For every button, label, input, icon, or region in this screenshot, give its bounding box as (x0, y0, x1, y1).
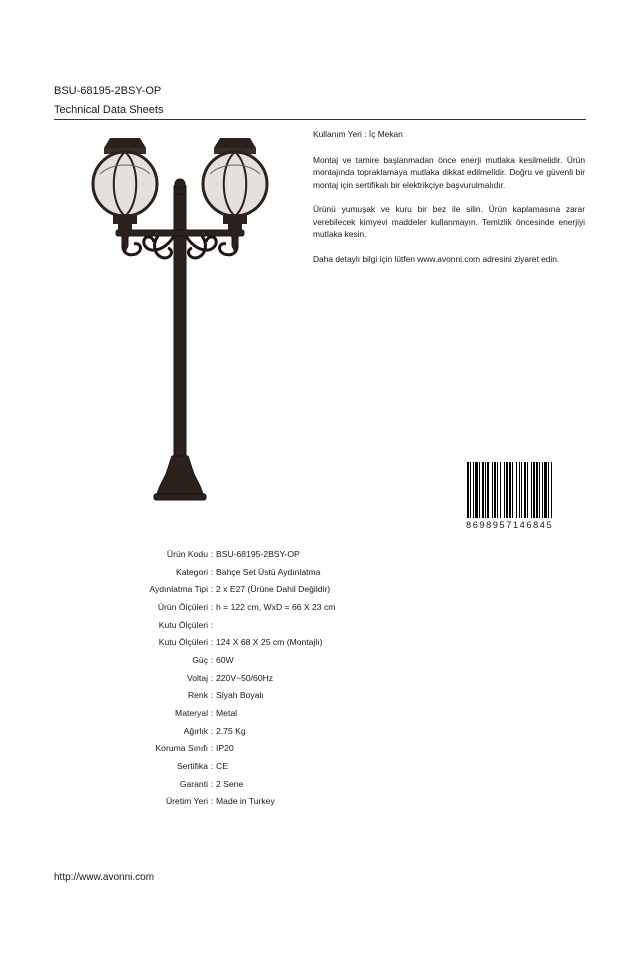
barcode-bars (466, 462, 584, 520)
spec-value: 220V~50/60Hz (216, 672, 274, 683)
spec-label: Kutu Ölçüleri (158, 619, 208, 630)
barcode-bar (524, 462, 526, 518)
spec-value: 2.75 Kg (216, 725, 246, 736)
spec-separator: : (210, 548, 214, 559)
spec-value: 124 X 68 X 25 cm (Montajlı) (216, 637, 323, 648)
barcode-bar (531, 462, 532, 518)
spec-value: Metal (216, 708, 238, 719)
barcode-bar (467, 462, 469, 518)
barcode-bar (548, 462, 549, 518)
barcode-bar (485, 462, 486, 518)
more-info-paragraph: Daha detaylı bilgi için lütfen www.avonni.com adresini ziyaret edin. (313, 253, 560, 264)
barcode-bar (482, 462, 484, 518)
spec-row (60, 563, 460, 581)
spec-row (60, 545, 460, 563)
barcode-bar (516, 462, 517, 518)
barcode-bar (539, 462, 540, 518)
spec-label: Aydınlatma Tipi (149, 584, 208, 595)
spec-value: 60W (216, 654, 234, 665)
spec-label: Sertifika (176, 761, 208, 772)
spec-value: IP20 (216, 743, 234, 754)
barcode-number: 8698957146845 (466, 520, 554, 530)
spec-value: Made in Turkey (216, 796, 275, 807)
barcode-bar (536, 462, 538, 518)
product-image-garden-lamp (88, 134, 274, 506)
spec-label: Güç (192, 654, 208, 665)
spec-label: Renk (187, 690, 208, 701)
spec-separator: : (210, 725, 214, 736)
spec-value: 2 x E27 (Ürüne Dahil Değildir) (216, 584, 331, 595)
spec-row (60, 704, 460, 722)
spec-row (60, 616, 460, 634)
barcode-bar (494, 462, 496, 518)
barcode-bar (542, 462, 543, 518)
spec-row (60, 687, 460, 705)
spec-label: Materyal (175, 708, 208, 719)
document-header (54, 84, 586, 117)
barcode-bar (470, 462, 471, 518)
spec-value: BSU-68195-2BSY-OP (216, 548, 300, 559)
spec-separator: : (210, 708, 214, 719)
spec-label: Kategori (175, 566, 208, 577)
barcode-bar (504, 462, 505, 518)
spec-separator: : (210, 584, 214, 595)
footer-url: http://www.avonni.com (54, 872, 155, 883)
barcode-bar (509, 462, 511, 518)
spec-row (60, 651, 460, 669)
spec-label: Ürün Ölçüleri (157, 601, 208, 612)
barcode (466, 462, 584, 532)
header-divider (54, 119, 586, 120)
barcode-bar (521, 462, 522, 518)
spec-separator: : (210, 796, 214, 807)
spec-separator: : (210, 690, 214, 701)
barcode-bar (512, 462, 513, 518)
barcode-bar (527, 462, 528, 518)
cleaning-paragraph: Ürünü yumuşak ve kuru bir bez ile silin. Ürün kaplamasına zarar verebilecek kimyevi maddeler kullanmayın. Temizlik öncesinde enerjiyi mutlaka kesin. (313, 204, 585, 239)
spec-label: Voltaj (186, 672, 208, 683)
safety-paragraph: Montaj ve tamire başlanmadan önce enerji mutlaka kesilmelidir. Ürün montajında topraklamaya mutlaka dikkat edilmelidir. Doğru ve güvenli bir montaj için sertifikalı bir elektrikçiye başvurulmalıdır. (313, 154, 585, 190)
spec-label: Koruma Sınıfı (155, 743, 208, 754)
spec-separator: : (210, 654, 214, 665)
barcode-bar (544, 462, 547, 518)
barcode-bar (473, 462, 474, 518)
barcode-bar (497, 462, 498, 518)
document-subtitle: Technical Data Sheets (54, 104, 164, 116)
spec-value: CE (216, 761, 228, 772)
barcode-bar (500, 462, 501, 518)
barcode-bar (519, 462, 520, 518)
product-code-title: BSU-68195-2BSY-OP (54, 85, 162, 97)
barcode-bar (487, 462, 489, 518)
spec-row (60, 598, 460, 616)
spec-value: Siyah Boyalı (216, 690, 264, 701)
spec-separator: : (210, 761, 214, 772)
spec-row (60, 775, 460, 793)
spec-separator: : (210, 672, 214, 683)
spec-row (60, 757, 460, 775)
spec-label: Ürün Kodu (166, 548, 208, 559)
usage-location: Kullanım Yeri : İç Mekan (313, 129, 403, 139)
spec-label: Ağırlık (183, 725, 208, 736)
spec-row (60, 793, 460, 811)
spec-row (60, 669, 460, 687)
spec-label: Garanti (179, 778, 208, 789)
spec-separator: : (210, 601, 214, 612)
barcode-bar (506, 462, 508, 518)
barcode-bar (533, 462, 535, 518)
spec-separator: : (210, 778, 214, 789)
spec-separator: : (210, 743, 214, 754)
spec-label: Üretim Yeri (165, 796, 208, 807)
spec-row (60, 740, 460, 758)
barcode-bar (475, 462, 478, 518)
spec-label: Kutu Ölçüleri (158, 637, 208, 648)
barcode-bar (551, 462, 552, 518)
spec-separator: : (210, 566, 214, 577)
spec-row (60, 633, 460, 651)
spec-value: Bahçe Set Üstü Aydınlatma (216, 566, 321, 577)
barcode-bar (479, 462, 480, 518)
spec-row (60, 722, 460, 740)
barcode-bar (492, 462, 493, 518)
spec-value: h = 122 cm, WxD = 66 X 23 cm (216, 601, 336, 612)
spec-value: 2 Sene (216, 778, 244, 789)
spec-table (60, 545, 460, 810)
spec-separator: : (210, 637, 214, 648)
usage-information (313, 128, 585, 277)
spec-separator: : (210, 619, 214, 630)
spec-row (60, 580, 460, 598)
